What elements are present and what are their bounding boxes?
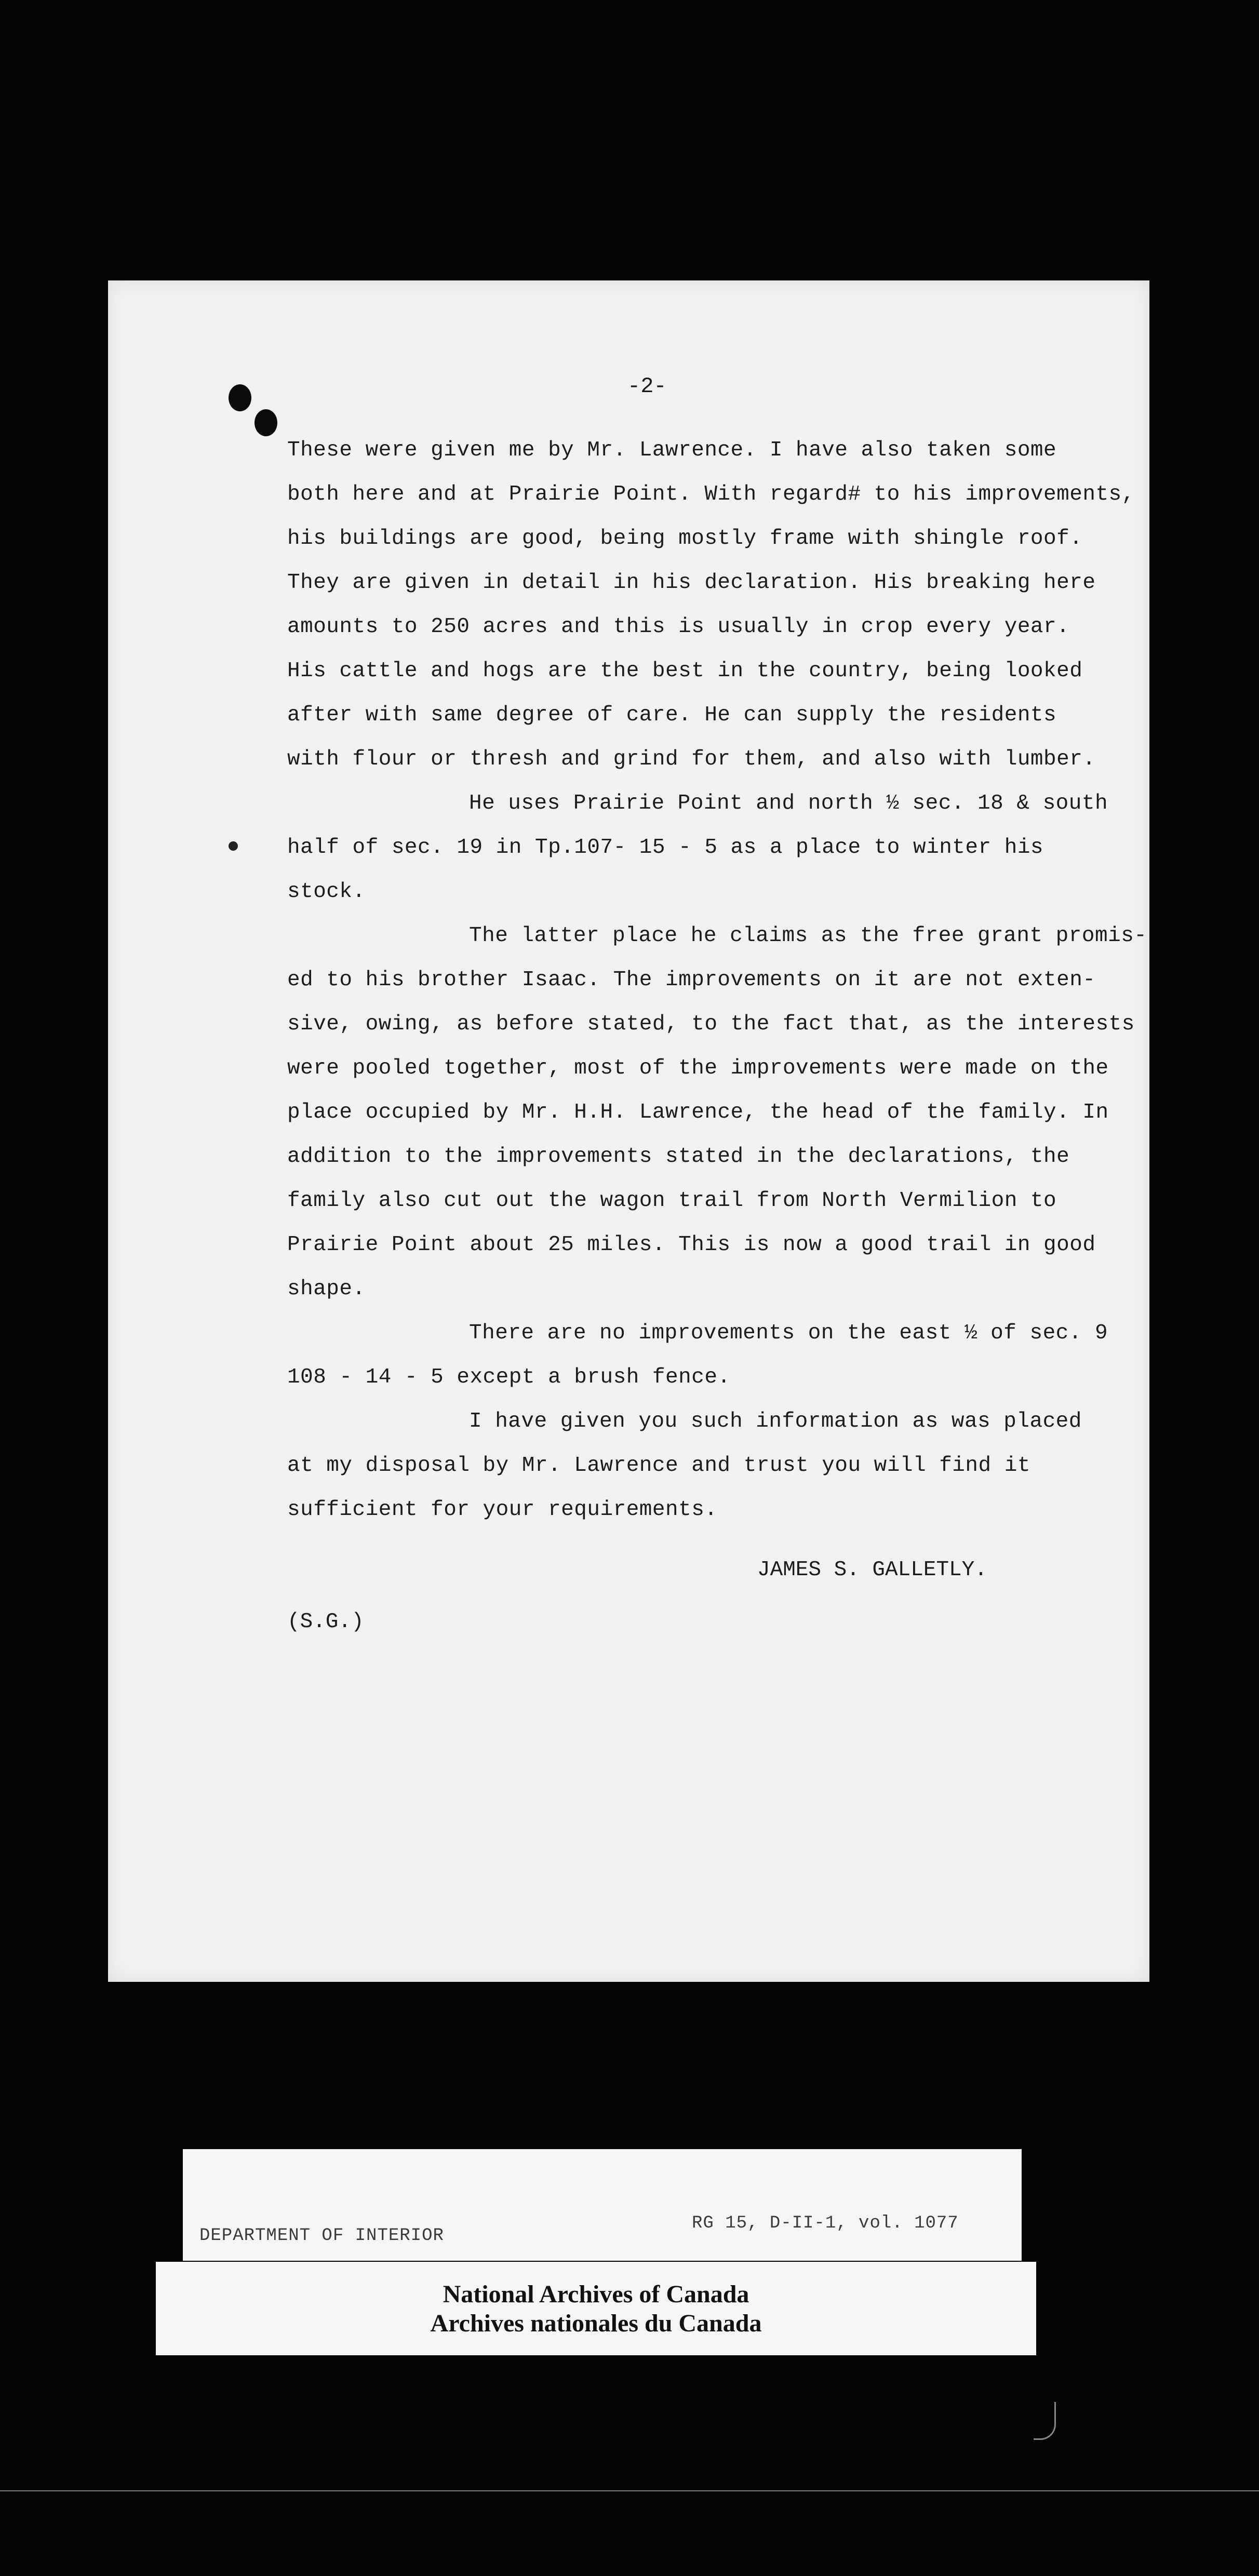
archive-banner — [156, 2262, 1036, 2355]
letter-line: ed to his brother Isaac. The improvements on it are not exten- — [287, 968, 1096, 992]
letter-line: He uses Prairie Point and north ½ sec. 18 & south — [469, 791, 1108, 815]
letter-line: were pooled together, most of the improvements were made on the — [287, 1056, 1109, 1080]
punch-hole-icon — [255, 409, 277, 436]
letter-line: amounts to 250 acres and this is usually in crop every year. — [287, 615, 1070, 639]
letter-line: sufficient for your requirements. — [287, 1498, 718, 1522]
letter-line: Prairie Point about 25 miles. This is now a good trail in good — [287, 1233, 1096, 1257]
letter-line: There are no improvements on the east ½ of sec. 9 — [469, 1321, 1108, 1345]
scan-mark-icon — [1034, 2402, 1056, 2440]
letter-line: place occupied by Mr. H.H. Lawrence, the head of the family. In — [287, 1101, 1109, 1124]
letter-line: shape. — [287, 1277, 366, 1301]
letter-line: his buildings are good, being mostly frame with shingle roof. — [287, 527, 1083, 551]
letter-line: The latter place he claims as the free grant promis- — [469, 924, 1147, 948]
signature: JAMES S. GALLETLY. — [757, 1558, 987, 1582]
divider — [0, 2490, 1259, 2491]
letter-line: family also cut out the wagon trail from North Vermilion to — [287, 1189, 1057, 1213]
archive-name-fr: Archives nationales du Canada — [430, 2310, 762, 2337]
initials: (S.G.) — [287, 1610, 364, 1634]
punch-hole-icon — [229, 384, 251, 411]
letter-line: sive, owing, as before stated, to the fact that, as the interests — [287, 1012, 1135, 1036]
department-en: DEPARTMENT OF INTERIOR — [199, 2226, 444, 2246]
letter-body — [287, 428, 1147, 1532]
letter-line: both here and at Prairie Point. With regard# to his improvements, — [287, 482, 1135, 506]
margin-dot-icon — [229, 841, 238, 851]
letter-line: stock. — [287, 880, 366, 904]
archive-name-en: National Archives of Canada — [443, 2280, 749, 2308]
letter-line: I have given you such information as was placed — [469, 1410, 1082, 1433]
letter-line: They are given in detail in his declaration. His breaking here — [287, 571, 1096, 595]
letter-line: half of sec. 19 in Tp.107- 15 - 5 as a place to winter his — [287, 836, 1044, 860]
scanned-letter-page — [108, 280, 1149, 1982]
letter-line: These were given me by Mr. Lawrence. I have also taken some — [287, 438, 1057, 462]
letter-line: with flour or thresh and grind for them, and also with lumber. — [287, 747, 1096, 771]
page-number: -2- — [627, 374, 667, 399]
archive-reference-label — [183, 2149, 1022, 2261]
letter-line: addition to the improvements stated in the declarations, the — [287, 1145, 1070, 1169]
letter-line: after with same degree of care. He can supply the residents — [287, 703, 1057, 727]
letter-line: at my disposal by Mr. Lawrence and trust you will find it — [287, 1454, 1030, 1478]
letter-line: His cattle and hogs are the best in the country, being looked — [287, 659, 1083, 683]
record-group: RG 15, D-II-1, vol. 1077 — [692, 2213, 959, 2233]
letter-line: 108 - 14 - 5 except a brush fence. — [287, 1365, 731, 1389]
